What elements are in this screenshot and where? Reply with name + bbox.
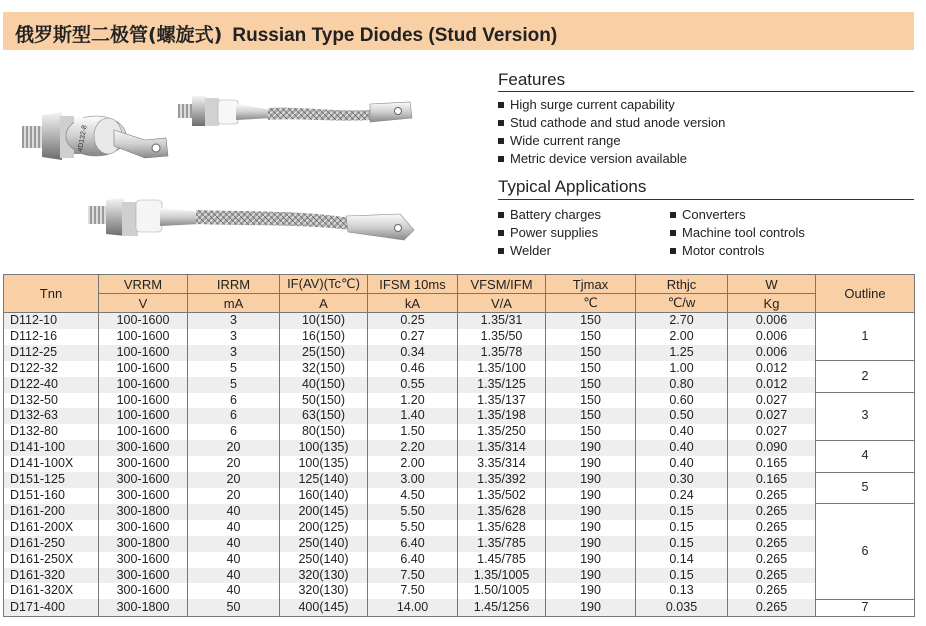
cell-outline: 7 — [816, 599, 915, 616]
cell-tjmax: 190 — [546, 504, 636, 520]
cell-rthjc: 0.40 — [636, 424, 728, 440]
diode-photo-lower — [88, 198, 414, 240]
cell-rthjc: 0.15 — [636, 520, 728, 536]
cell-weight: 0.027 — [728, 408, 816, 424]
diode-photo-large — [22, 112, 168, 160]
cell-ifsm: 4.50 — [368, 488, 458, 504]
cell-rthjc: 1.25 — [636, 345, 728, 361]
cell-tnn: D161-250 — [4, 536, 99, 552]
cell-rthjc: 2.00 — [636, 329, 728, 345]
cell-vfsm: 1.35/100 — [458, 361, 546, 377]
cell-vfsm: 1.35/785 — [458, 536, 546, 552]
cell-vrrm: 100-1600 — [99, 345, 188, 361]
cell-tnn: D132-50 — [4, 393, 99, 409]
title-english: Russian Type Diodes (Stud Version) — [232, 25, 558, 46]
cell-vfsm: 1.45/785 — [458, 552, 546, 568]
unit-vfsm: V/A — [458, 294, 546, 313]
unit-rthjc: ℃/w — [636, 294, 728, 313]
cell-ifav: 40(150) — [280, 377, 368, 393]
bullet-square-icon — [498, 156, 504, 162]
title-banner — [3, 12, 914, 50]
cell-ifsm: 0.55 — [368, 377, 458, 393]
col-header-tnn: Tnn — [4, 275, 99, 313]
cell-tnn: D132-80 — [4, 424, 99, 440]
cell-tnn: D161-320X — [4, 583, 99, 599]
cell-tjmax: 150 — [546, 424, 636, 440]
cell-vfsm: 1.45/1256 — [458, 599, 546, 616]
cell-weight: 0.012 — [728, 377, 816, 393]
cell-ifav: 160(140) — [280, 488, 368, 504]
table-row — [4, 393, 915, 409]
cell-irrm: 3 — [188, 345, 280, 361]
cell-weight: 0.006 — [728, 313, 816, 329]
cell-ifsm: 0.46 — [368, 361, 458, 377]
cell-outline: 5 — [816, 472, 915, 504]
cell-tjmax: 190 — [546, 520, 636, 536]
table-row — [4, 440, 915, 456]
product-marking: 4D132-8 — [77, 124, 89, 153]
cell-ifsm: 14.00 — [368, 599, 458, 616]
cell-rthjc: 0.15 — [636, 536, 728, 552]
cell-irrm: 3 — [188, 313, 280, 329]
table-row — [4, 377, 915, 393]
unit-weight: Kg — [728, 294, 816, 313]
cell-weight: 0.265 — [728, 504, 816, 520]
cell-vrrm: 300-1600 — [99, 488, 188, 504]
cell-ifav: 250(140) — [280, 552, 368, 568]
features-heading: Features — [498, 70, 566, 89]
cell-rthjc: 0.15 — [636, 504, 728, 520]
cell-irrm: 40 — [188, 583, 280, 599]
cell-outline: 1 — [816, 313, 915, 361]
cell-weight: 0.265 — [728, 520, 816, 536]
table-row — [4, 329, 915, 345]
cell-tjmax: 190 — [546, 440, 636, 456]
applications-list-right — [670, 206, 805, 260]
cell-ifsm: 7.50 — [368, 568, 458, 584]
cell-tnn: D112-25 — [4, 345, 99, 361]
cell-outline: 3 — [816, 393, 915, 441]
cell-rthjc: 1.00 — [636, 361, 728, 377]
header-row — [4, 275, 915, 294]
cell-ifav: 100(135) — [280, 456, 368, 472]
cell-vfsm: 1.35/628 — [458, 504, 546, 520]
bullet-square-icon — [498, 230, 504, 236]
application-item: Machine tool controls — [670, 224, 805, 242]
table-row — [4, 583, 915, 599]
cell-tnn: D161-320 — [4, 568, 99, 584]
cell-tnn: D151-125 — [4, 472, 99, 488]
table-row — [4, 345, 915, 361]
cell-irrm: 20 — [188, 456, 280, 472]
bullet-square-icon — [670, 212, 676, 218]
cell-tnn: D161-250X — [4, 552, 99, 568]
table-row — [4, 504, 915, 520]
title-chinese: 俄罗斯型二极管(螺旋式) — [15, 24, 223, 46]
cell-vrrm: 100-1600 — [99, 313, 188, 329]
cell-ifav: 32(150) — [280, 361, 368, 377]
cell-vfsm: 1.35/198 — [458, 408, 546, 424]
cell-vrrm: 100-1600 — [99, 361, 188, 377]
col-header-irrm: IRRM — [188, 275, 280, 294]
cell-irrm: 40 — [188, 552, 280, 568]
cell-rthjc: 0.30 — [636, 472, 728, 488]
cell-vfsm: 1.35/31 — [458, 313, 546, 329]
cell-rthjc: 0.15 — [636, 568, 728, 584]
cell-vrrm: 300-1600 — [99, 472, 188, 488]
application-item: Power supplies — [498, 224, 601, 242]
cell-irrm: 3 — [188, 329, 280, 345]
table-row — [4, 472, 915, 488]
applications-list-left — [498, 206, 601, 260]
cell-rthjc: 0.40 — [636, 440, 728, 456]
features-list — [498, 96, 725, 168]
cell-outline: 2 — [816, 361, 915, 393]
application-item: Welder — [498, 242, 601, 260]
cell-ifav: 10(150) — [280, 313, 368, 329]
cell-irrm: 6 — [188, 424, 280, 440]
cell-outline: 6 — [816, 504, 915, 599]
cell-weight: 0.265 — [728, 583, 816, 599]
cell-rthjc: 0.40 — [636, 456, 728, 472]
cell-tjmax: 190 — [546, 552, 636, 568]
col-header-vfsm: VFSM/IFM — [458, 275, 546, 294]
cell-tnn: D112-16 — [4, 329, 99, 345]
cell-irrm: 40 — [188, 520, 280, 536]
table-row — [4, 456, 915, 472]
table-row — [4, 552, 915, 568]
cell-vrrm: 300-1600 — [99, 440, 188, 456]
col-header-tjmax: Tjmax — [546, 275, 636, 294]
cell-weight: 0.265 — [728, 568, 816, 584]
table-row — [4, 424, 915, 440]
table-row — [4, 599, 915, 616]
cell-tjmax: 190 — [546, 536, 636, 552]
cell-ifsm: 3.00 — [368, 472, 458, 488]
cell-vrrm: 300-1600 — [99, 552, 188, 568]
cell-vfsm: 1.35/1005 — [458, 568, 546, 584]
applications-divider — [498, 199, 914, 200]
cell-weight: 0.265 — [728, 488, 816, 504]
applications-heading: Typical Applications — [498, 177, 647, 196]
cell-tjmax: 150 — [546, 345, 636, 361]
cell-weight: 0.090 — [728, 440, 816, 456]
cell-ifav: 200(125) — [280, 520, 368, 536]
cell-vfsm: 1.50/1005 — [458, 583, 546, 599]
cell-tjmax: 190 — [546, 488, 636, 504]
cell-ifav: 100(135) — [280, 440, 368, 456]
cell-tjmax: 190 — [546, 472, 636, 488]
application-item: Converters — [670, 206, 805, 224]
cell-irrm: 40 — [188, 536, 280, 552]
cell-vfsm: 1.35/78 — [458, 345, 546, 361]
spec-table — [3, 274, 915, 617]
table-row — [4, 408, 915, 424]
cell-tnn: D122-40 — [4, 377, 99, 393]
cell-weight: 0.027 — [728, 424, 816, 440]
cell-tnn: D151-160 — [4, 488, 99, 504]
bullet-square-icon — [498, 120, 504, 126]
cell-tjmax: 150 — [546, 313, 636, 329]
cell-irrm: 20 — [188, 440, 280, 456]
cell-vrrm: 300-1600 — [99, 583, 188, 599]
cell-vrrm: 300-1800 — [99, 536, 188, 552]
cell-ifsm: 6.40 — [368, 552, 458, 568]
cell-tjmax: 150 — [546, 361, 636, 377]
cell-vfsm: 1.35/628 — [458, 520, 546, 536]
cell-vrrm: 300-1600 — [99, 568, 188, 584]
cell-tjmax: 150 — [546, 377, 636, 393]
unit-irrm: mA — [188, 294, 280, 313]
cell-ifav: 50(150) — [280, 393, 368, 409]
cell-weight: 0.165 — [728, 456, 816, 472]
cell-irrm: 50 — [188, 599, 280, 616]
cell-vrrm: 100-1600 — [99, 329, 188, 345]
cell-ifsm: 2.00 — [368, 456, 458, 472]
cell-vrrm: 100-1600 — [99, 377, 188, 393]
unit-tjmax: ℃ — [546, 294, 636, 313]
cell-vfsm: 1.35/125 — [458, 377, 546, 393]
cell-ifsm: 0.27 — [368, 329, 458, 345]
cell-ifav: 125(140) — [280, 472, 368, 488]
cell-vfsm: 3.35/314 — [458, 456, 546, 472]
cell-irrm: 5 — [188, 377, 280, 393]
cell-ifsm: 1.20 — [368, 393, 458, 409]
bullet-square-icon — [498, 248, 504, 254]
cell-irrm: 6 — [188, 408, 280, 424]
unit-vrrm: V — [99, 294, 188, 313]
cell-irrm: 40 — [188, 504, 280, 520]
cell-tnn: D132-63 — [4, 408, 99, 424]
cell-weight: 0.165 — [728, 472, 816, 488]
cell-vrrm: 300-1800 — [99, 599, 188, 616]
cell-ifav: 320(130) — [280, 568, 368, 584]
page-title — [15, 20, 557, 47]
cell-tnn: D161-200 — [4, 504, 99, 520]
cell-rthjc: 0.60 — [636, 393, 728, 409]
cell-ifsm: 1.40 — [368, 408, 458, 424]
cell-tnn: D112-10 — [4, 313, 99, 329]
table-row — [4, 536, 915, 552]
cell-vfsm: 1.35/502 — [458, 488, 546, 504]
bullet-square-icon — [670, 230, 676, 236]
table-row — [4, 361, 915, 377]
cell-tjmax: 150 — [546, 408, 636, 424]
cell-weight: 0.006 — [728, 329, 816, 345]
cell-vfsm: 1.35/50 — [458, 329, 546, 345]
table-row — [4, 313, 915, 329]
cell-ifsm: 0.25 — [368, 313, 458, 329]
feature-item: Wide current range — [498, 132, 725, 150]
cell-vfsm: 1.35/392 — [458, 472, 546, 488]
cell-weight: 0.265 — [728, 599, 816, 616]
application-item: Battery charges — [498, 206, 601, 224]
cell-ifav: 400(145) — [280, 599, 368, 616]
feature-item: High surge current capability — [498, 96, 725, 114]
cell-ifsm: 7.50 — [368, 583, 458, 599]
unit-ifsm: kA — [368, 294, 458, 313]
cell-ifav: 16(150) — [280, 329, 368, 345]
cell-vfsm: 1.35/250 — [458, 424, 546, 440]
spec-table-container — [3, 274, 914, 617]
bullet-square-icon — [498, 138, 504, 144]
cell-vrrm: 100-1600 — [99, 408, 188, 424]
cell-ifsm: 6.40 — [368, 536, 458, 552]
cell-tnn: D171-400 — [4, 599, 99, 616]
cell-weight: 0.027 — [728, 393, 816, 409]
cell-ifsm: 2.20 — [368, 440, 458, 456]
cell-irrm: 40 — [188, 568, 280, 584]
cell-vrrm: 300-1600 — [99, 456, 188, 472]
cell-rthjc: 0.14 — [636, 552, 728, 568]
cell-weight: 0.006 — [728, 345, 816, 361]
cell-vfsm: 1.35/137 — [458, 393, 546, 409]
cell-ifsm: 0.34 — [368, 345, 458, 361]
cell-vrrm: 100-1600 — [99, 393, 188, 409]
cell-ifav: 320(130) — [280, 583, 368, 599]
cell-irrm: 20 — [188, 488, 280, 504]
cell-rthjc: 0.80 — [636, 377, 728, 393]
col-header-ifav: IF(AV)(Tc℃) — [280, 275, 368, 294]
col-header-ifsm: IFSM 10ms — [368, 275, 458, 294]
cell-ifsm: 1.50 — [368, 424, 458, 440]
cell-ifav: 250(140) — [280, 536, 368, 552]
col-header-rthjc: Rthjc — [636, 275, 728, 294]
cell-rthjc: 0.24 — [636, 488, 728, 504]
unit-row — [4, 294, 915, 313]
bullet-square-icon — [670, 248, 676, 254]
cell-outline: 4 — [816, 440, 915, 472]
cell-vfsm: 1.35/314 — [458, 440, 546, 456]
feature-item: Stud cathode and stud anode version — [498, 114, 725, 132]
cell-tjmax: 190 — [546, 599, 636, 616]
cell-tnn: D141-100 — [4, 440, 99, 456]
cell-weight: 0.012 — [728, 361, 816, 377]
col-header-outline: Outline — [816, 275, 915, 313]
cell-tnn: D122-32 — [4, 361, 99, 377]
cell-tjmax: 190 — [546, 583, 636, 599]
cell-tjmax: 190 — [546, 456, 636, 472]
table-row — [4, 488, 915, 504]
cell-ifav: 200(145) — [280, 504, 368, 520]
bullet-square-icon — [498, 212, 504, 218]
cell-irrm: 5 — [188, 361, 280, 377]
spec-table-body — [4, 313, 915, 617]
cell-rthjc: 0.13 — [636, 583, 728, 599]
cell-weight: 0.265 — [728, 536, 816, 552]
cell-irrm: 6 — [188, 393, 280, 409]
cell-tjmax: 150 — [546, 393, 636, 409]
bullet-square-icon — [498, 102, 504, 108]
col-header-weight: W — [728, 275, 816, 294]
cell-rthjc: 0.50 — [636, 408, 728, 424]
unit-ifav: A — [280, 294, 368, 313]
diode-photo-upper — [178, 96, 412, 126]
features-divider — [498, 91, 914, 92]
cell-ifav: 63(150) — [280, 408, 368, 424]
cell-tjmax: 190 — [546, 568, 636, 584]
table-row — [4, 520, 915, 536]
cell-ifav: 25(150) — [280, 345, 368, 361]
application-item: Motor controls — [670, 242, 805, 260]
product-photos — [0, 60, 470, 270]
feature-item: Metric device version available — [498, 150, 725, 168]
cell-tnn: D141-100X — [4, 456, 99, 472]
cell-ifsm: 5.50 — [368, 504, 458, 520]
cell-weight: 0.265 — [728, 552, 816, 568]
cell-irrm: 20 — [188, 472, 280, 488]
cell-rthjc: 0.035 — [636, 599, 728, 616]
cell-tjmax: 150 — [546, 329, 636, 345]
cell-ifsm: 5.50 — [368, 520, 458, 536]
col-header-vrrm: VRRM — [99, 275, 188, 294]
cell-vrrm: 300-1600 — [99, 520, 188, 536]
cell-rthjc: 2.70 — [636, 313, 728, 329]
cell-ifav: 80(150) — [280, 424, 368, 440]
cell-vrrm: 300-1800 — [99, 504, 188, 520]
table-row — [4, 568, 915, 584]
cell-tnn: D161-200X — [4, 520, 99, 536]
cell-vrrm: 100-1600 — [99, 424, 188, 440]
